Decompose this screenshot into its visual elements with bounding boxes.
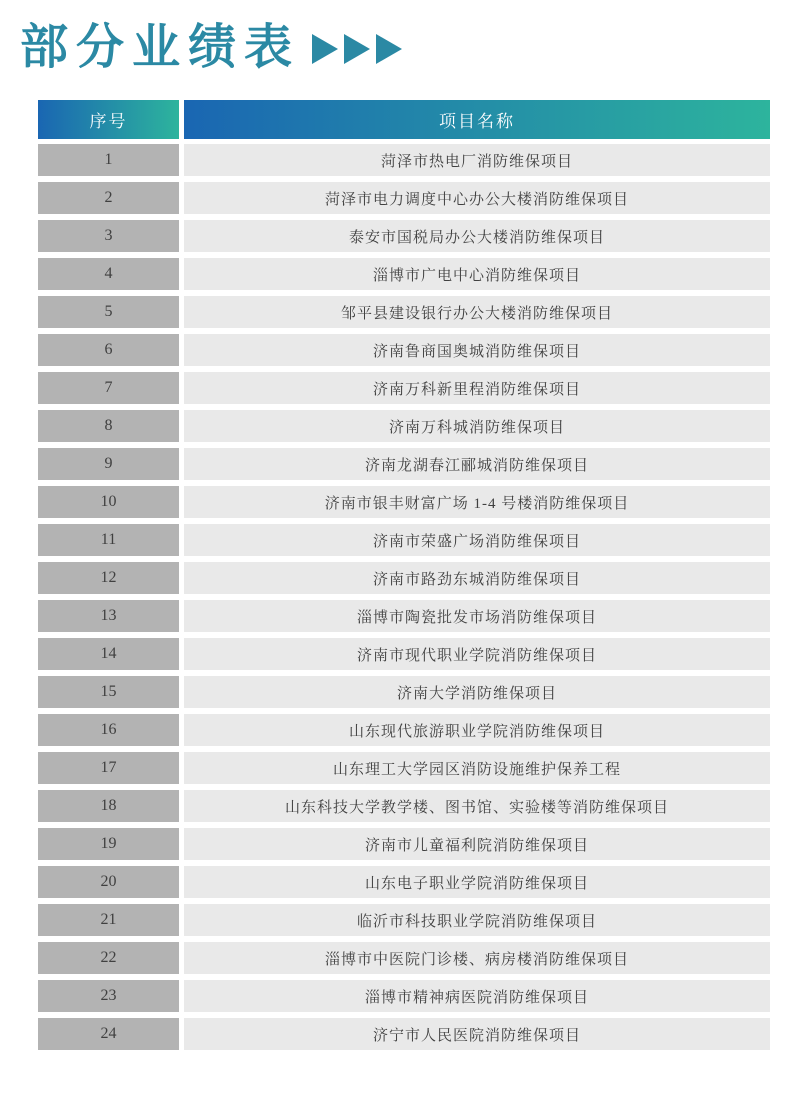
- table-row: [38, 600, 770, 632]
- table-row: [38, 676, 770, 708]
- table-row: [38, 258, 770, 290]
- row-index-cell: 19: [38, 828, 179, 860]
- table-row: [38, 486, 770, 518]
- performance-table: [38, 100, 770, 1050]
- project-name-cell: 淄博市精神病医院消防维保项目: [184, 980, 770, 1012]
- row-index-cell: 9: [38, 448, 179, 480]
- table-row: [38, 1018, 770, 1050]
- project-name-cell: 淄博市陶瓷批发市场消防维保项目: [184, 600, 770, 632]
- row-index-cell: 7: [38, 372, 179, 404]
- project-name-cell: 济南市银丰财富广场 1-4 号楼消防维保项目: [184, 486, 770, 518]
- row-index-cell: 23: [38, 980, 179, 1012]
- row-index-cell: 17: [38, 752, 179, 784]
- right-triangles-icon: [310, 32, 410, 68]
- column-header-index: 序号: [38, 100, 179, 139]
- table-row: [38, 828, 770, 860]
- table-row: [38, 410, 770, 442]
- table-header-row: [38, 100, 770, 139]
- row-index-cell: 16: [38, 714, 179, 746]
- project-name-cell: 邹平县建设银行办公大楼消防维保项目: [184, 296, 770, 328]
- table-row: [38, 524, 770, 556]
- row-index-cell: 15: [38, 676, 179, 708]
- row-index-cell: 8: [38, 410, 179, 442]
- row-index-cell: 6: [38, 334, 179, 366]
- row-index-cell: 22: [38, 942, 179, 974]
- table-row: [38, 980, 770, 1012]
- project-name-cell: 菏泽市热电厂消防维保项目: [184, 144, 770, 176]
- project-name-cell: 济南市荣盛广场消防维保项目: [184, 524, 770, 556]
- row-index-cell: 20: [38, 866, 179, 898]
- row-index-cell: 1: [38, 144, 179, 176]
- project-name-cell: 济南万科城消防维保项目: [184, 410, 770, 442]
- table-row: [38, 866, 770, 898]
- row-index-cell: 18: [38, 790, 179, 822]
- table-row: [38, 790, 770, 822]
- project-name-cell: 济南鲁商国奥城消防维保项目: [184, 334, 770, 366]
- project-name-cell: 济南市现代职业学院消防维保项目: [184, 638, 770, 670]
- triple-arrow-icon: [310, 32, 410, 68]
- row-index-cell: 13: [38, 600, 179, 632]
- project-name-cell: 临沂市科技职业学院消防维保项目: [184, 904, 770, 936]
- row-index-cell: 5: [38, 296, 179, 328]
- table-row: [38, 182, 770, 214]
- project-name-cell: 济南大学消防维保项目: [184, 676, 770, 708]
- page-title: 部分业绩表: [20, 21, 301, 74]
- project-name-cell: 山东电子职业学院消防维保项目: [184, 866, 770, 898]
- table-row: [38, 144, 770, 176]
- row-index-cell: 14: [38, 638, 179, 670]
- table-row: [38, 448, 770, 480]
- table-row: [38, 714, 770, 746]
- table-row: [38, 562, 770, 594]
- project-name-cell: 山东现代旅游职业学院消防维保项目: [184, 714, 770, 746]
- project-name-cell: 济南市儿童福利院消防维保项目: [184, 828, 770, 860]
- table-row: [38, 752, 770, 784]
- row-index-cell: 10: [38, 486, 179, 518]
- table-row: [38, 220, 770, 252]
- table-row: [38, 942, 770, 974]
- table-row: [38, 296, 770, 328]
- project-name-cell: 淄博市广电中心消防维保项目: [184, 258, 770, 290]
- project-name-cell: 山东科技大学教学楼、图书馆、实验楼等消防维保项目: [184, 790, 770, 822]
- project-name-cell: 济南龙湖春江郦城消防维保项目: [184, 448, 770, 480]
- project-name-cell: 济宁市人民医院消防维保项目: [184, 1018, 770, 1050]
- project-name-cell: 济南万科新里程消防维保项目: [184, 372, 770, 404]
- row-index-cell: 2: [38, 182, 179, 214]
- table-row: [38, 638, 770, 670]
- column-header-project-name: 项目名称: [184, 100, 770, 139]
- row-index-cell: 21: [38, 904, 179, 936]
- page-header: [20, 18, 800, 78]
- row-index-cell: 12: [38, 562, 179, 594]
- row-index-cell: 3: [38, 220, 179, 252]
- table-row: [38, 904, 770, 936]
- table-body: [38, 144, 770, 1050]
- row-index-cell: 4: [38, 258, 179, 290]
- row-index-cell: 11: [38, 524, 179, 556]
- project-name-cell: 泰安市国税局办公大楼消防维保项目: [184, 220, 770, 252]
- project-name-cell: 淄博市中医院门诊楼、病房楼消防维保项目: [184, 942, 770, 974]
- table-row: [38, 372, 770, 404]
- project-name-cell: 山东理工大学园区消防设施维护保养工程: [184, 752, 770, 784]
- table-row: [38, 334, 770, 366]
- row-index-cell: 24: [38, 1018, 179, 1050]
- project-name-cell: 济南市路劲东城消防维保项目: [184, 562, 770, 594]
- project-name-cell: 菏泽市电力调度中心办公大楼消防维保项目: [184, 182, 770, 214]
